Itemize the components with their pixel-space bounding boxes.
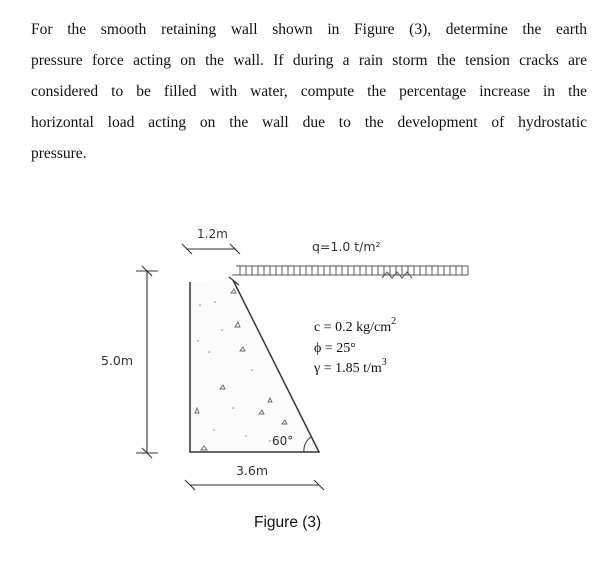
base-width-label: 3.6m [236,463,269,478]
problem-line-1: For the smooth retaining wall shown in Figure (3), determine the earth [31,21,587,38]
problem-line-2: pressure force acting on the wall. If during a rain storm the tension cracks are [31,52,587,69]
figure-caption: Figure (3) [254,514,322,531]
friction-angle-value: ϕ = 25° [314,341,356,356]
surcharge-hatch [232,266,468,278]
top-width-dimension [182,244,240,254]
problem-line-3: considered to be filled with water, compute the percentage increase in the [31,83,587,100]
unit-weight-value: γ = 1.85 $t/m^3$ [314,357,387,376]
cohesion-value: c = 0.2 $kg/cm^2$ [314,316,397,335]
problem-line-4: horizontal load acting on the wall due to the development of hydrostatic [31,114,587,131]
height-label: 5.0m [101,353,134,368]
top-width-label: 1.2m [197,227,228,241]
surcharge-label: q=1.0 t/m² [312,239,381,254]
height-dimension [136,266,158,458]
base-width-dimension [185,480,324,490]
angle-label: 60° [272,434,294,448]
retaining-wall [190,280,319,452]
problem-line-5: pressure. [31,145,87,162]
